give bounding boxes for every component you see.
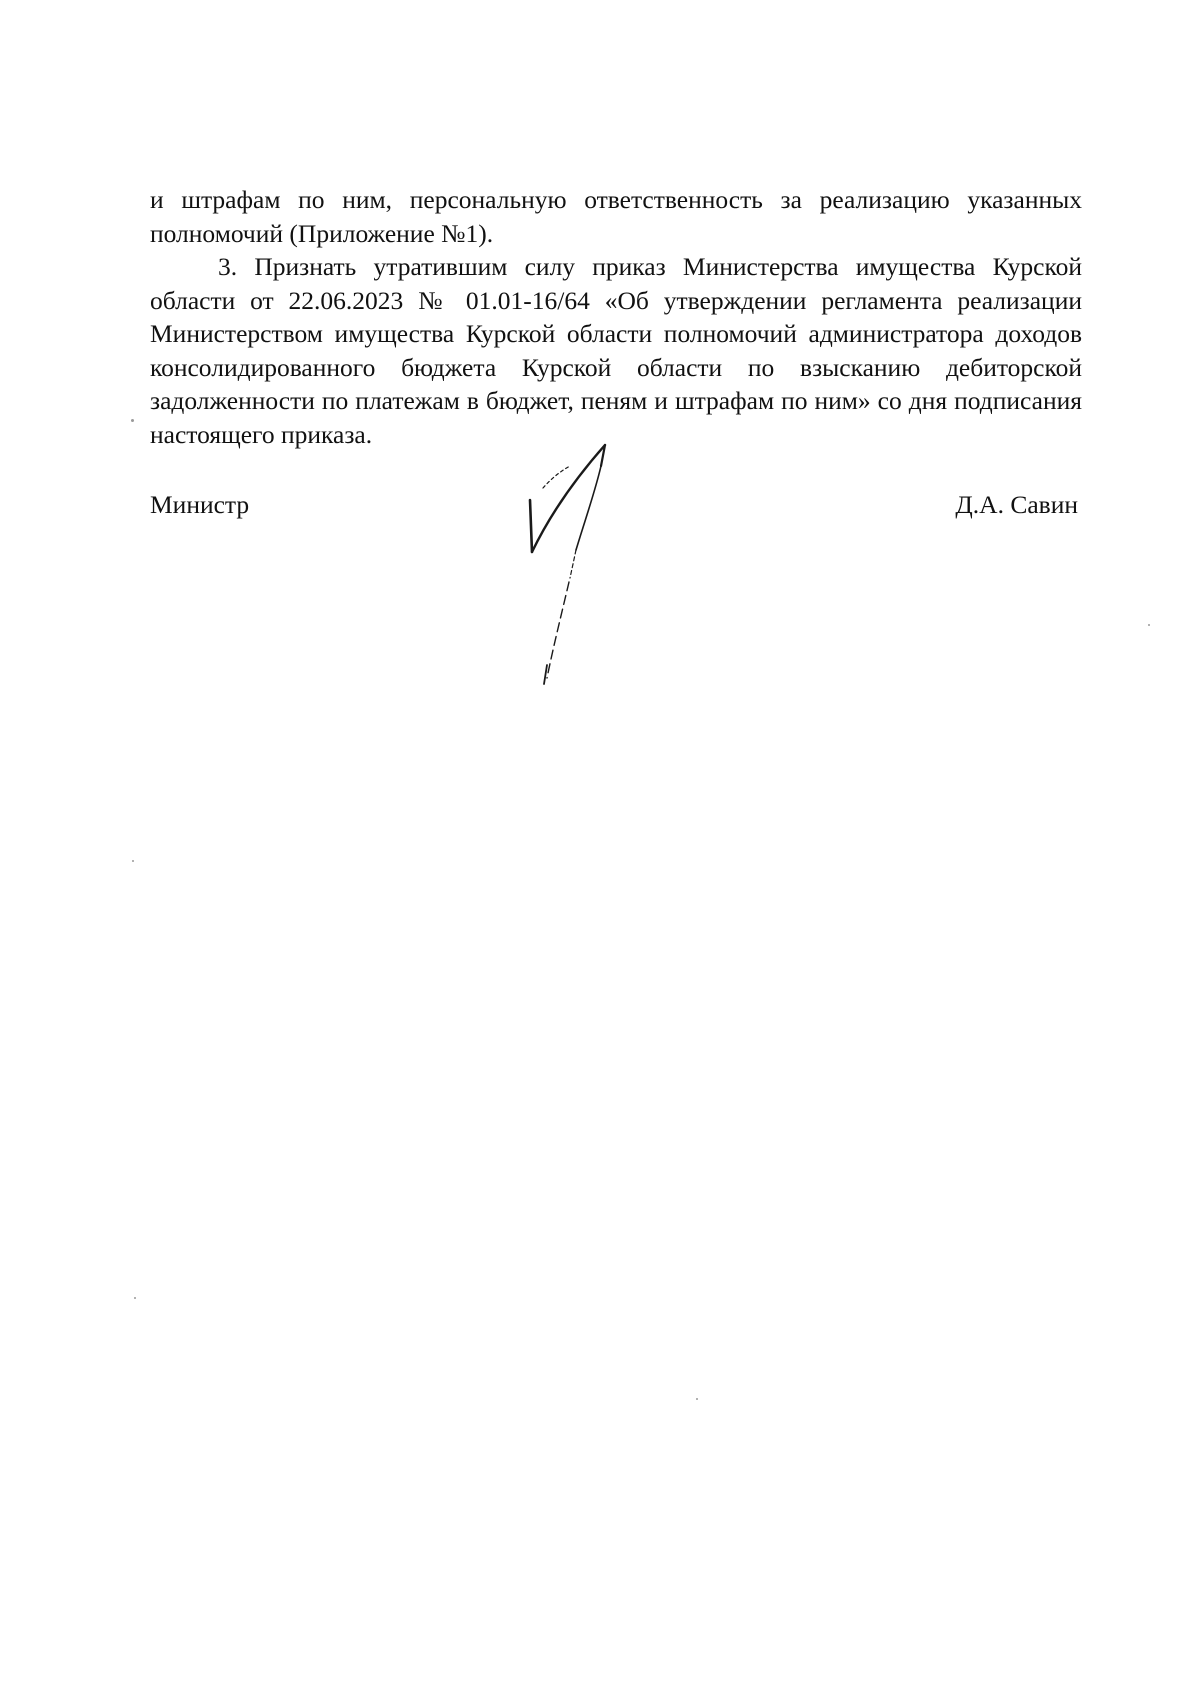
document-body xyxy=(150,183,1082,451)
scan-speck xyxy=(696,1398,698,1400)
scan-speck xyxy=(134,1297,136,1299)
scan-speck xyxy=(131,419,134,422)
scan-speck xyxy=(132,860,134,862)
paragraph-3: 3. Признать утратившим силу приказ Министерства имущества Курской области от 22.06.2023 № 01.01-16/64 «Об утверждении регламента реализации Министерством имущества Курской области полномочий администратора доходов консолидированного бюджета Курской области по взысканию дебиторской задолженности по платежам в бюджет, пеням и штрафам по ним» со дня подписания настоящего приказа. xyxy=(150,252,1082,449)
handwritten-signature-icon xyxy=(515,440,615,690)
scan-speck xyxy=(1148,624,1150,626)
paragraph-continuation: и штрафам по ним, персональную ответственность за реализацию указанных полномочий (Приложение №1). xyxy=(150,185,1082,248)
signer-name: Д.А. Савин xyxy=(955,490,1078,519)
signer-position: Министр xyxy=(150,490,250,519)
